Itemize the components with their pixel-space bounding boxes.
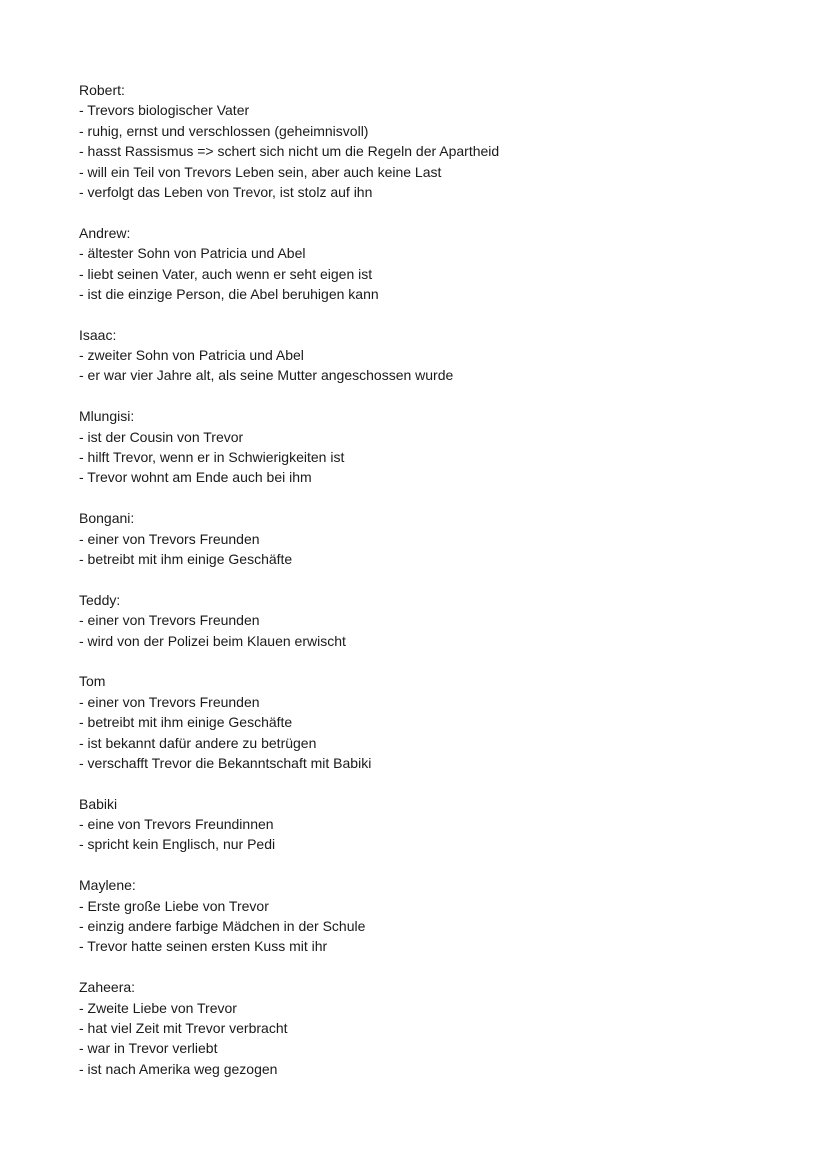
character-name: Tom — [79, 673, 106, 690]
character-detail: - Erste große Liebe von Trevor — [79, 897, 269, 914]
character-section — [79, 80, 779, 202]
character-detail: - Trevor hatte seinen ersten Kuss mit ihr — [79, 938, 328, 955]
character-detail: - war in Trevor verliebt — [79, 1040, 218, 1057]
character-section — [79, 671, 779, 773]
character-name: Robert: — [79, 82, 125, 98]
character-name: Teddy: — [79, 591, 121, 608]
character-detail: - Zweite Liebe von Trevor — [79, 999, 237, 1016]
character-name: Isaac: — [79, 326, 117, 343]
character-detail: - eine von Trevors Freundinnen — [79, 816, 274, 833]
character-detail: - verfolgt das Leben von Trevor, ist stolz auf ihn — [79, 183, 373, 200]
character-detail: - betreibt mit ihm einige Geschäfte — [79, 550, 293, 567]
character-section — [79, 223, 779, 305]
character-name: Babiki — [79, 795, 118, 812]
character-detail: - einer von Trevors Freunden — [79, 612, 260, 629]
character-detail: - hasst Rassismus => schert sich nicht um die Regeln der Apartheid — [79, 143, 500, 160]
character-section — [79, 406, 779, 488]
character-detail: - einer von Trevors Freunden — [79, 530, 260, 547]
character-detail: - ist bekannt dafür andere zu betrügen — [79, 734, 317, 751]
character-detail: - spricht kein Englisch, nur Pedi — [79, 836, 276, 853]
character-detail: - ruhig, ernst und verschlossen (geheimnisvoll) — [79, 122, 369, 139]
character-detail: - ist nach Amerika weg gezogen — [79, 1060, 278, 1077]
character-section — [79, 875, 779, 957]
character-detail: - zweiter Sohn von Patricia und Abel — [79, 347, 304, 364]
character-detail: - Trevors biologischer Vater — [79, 102, 250, 119]
character-name: Zaheera: — [79, 979, 136, 996]
character-detail: - will ein Teil von Trevors Leben sein, aber auch keine Last — [79, 163, 442, 180]
character-detail: - betreibt mit ihm einige Geschäfte — [79, 714, 293, 731]
character-name: Mlungisi: — [79, 408, 135, 425]
character-detail: - er war vier Jahre alt, als seine Mutter angeschossen wurde — [79, 367, 454, 384]
character-detail: - einzig andere farbige Mädchen in der Schule — [79, 918, 366, 935]
character-section — [79, 325, 779, 386]
character-detail: - verschafft Trevor die Bekanntschaft mit Babiki — [79, 754, 372, 771]
character-section — [79, 508, 779, 569]
character-section — [79, 977, 779, 1079]
character-notes — [79, 80, 779, 1100]
character-detail: - liebt seinen Vater, auch wenn er seht eigen ist — [79, 265, 373, 282]
character-detail: - ist der Cousin von Trevor — [79, 428, 244, 445]
character-detail: - hat viel Zeit mit Trevor verbracht — [79, 1019, 288, 1036]
character-name: Maylene: — [79, 877, 136, 894]
character-detail: - hilft Trevor, wenn er in Schwierigkeiten ist — [79, 449, 345, 466]
character-name: Andrew: — [79, 224, 131, 241]
character-name: Bongani: — [79, 510, 135, 527]
character-section — [79, 590, 779, 651]
character-detail: - ältester Sohn von Patricia und Abel — [79, 245, 306, 262]
character-detail: - Trevor wohnt am Ende auch bei ihm — [79, 469, 312, 486]
character-detail: - einer von Trevors Freunden — [79, 693, 260, 710]
character-detail: - ist die einzige Person, die Abel beruhigen kann — [79, 285, 379, 302]
character-section — [79, 794, 779, 855]
character-detail: - wird von der Polizei beim Klauen erwischt — [79, 632, 346, 649]
